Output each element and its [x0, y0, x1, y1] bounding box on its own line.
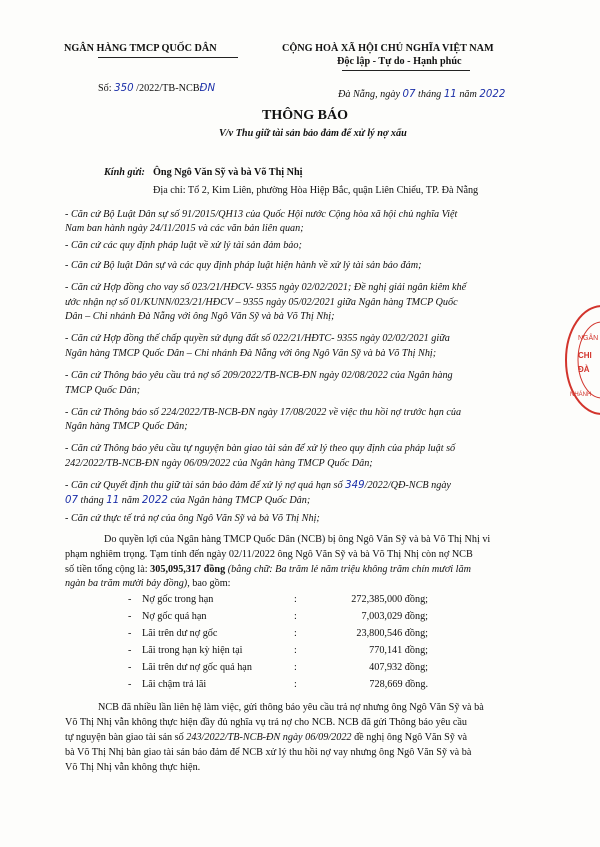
basis-line: Nam ban hành ngày 24/11/2015 và các văn bản liên quan; — [65, 223, 304, 234]
basis-line: - Căn cứ Thông báo số 224/2022/TB-NCB-ĐN ngày 17/08/2022 về việc thu hồi nợ trước hạn của — [65, 407, 462, 418]
breakdown-row: - Lãi trên dư nợ gốc : 23,800,546 đồng; — [128, 628, 428, 639]
bank-underline — [98, 57, 238, 58]
breakdown-row: - Nợ gốc trong hạn : 272,385,000 đồng; — [128, 594, 428, 605]
svg-text:NHÁNH: NHÁNH — [570, 392, 592, 398]
recipient-address: Địa chỉ: Tổ 2, Kim Liên, phường Hòa Hiệp Bắc, quận Liên Chiểu, TP. Đà Nẵng — [153, 185, 479, 196]
body-line: số tiền tổng cộng là: 305,095,317 đồng (bằng chữ: Ba trăm lẻ năm triệu không trăm chín mươi lăm — [65, 564, 471, 575]
basis-line: Ngân hàng TMCP Quốc Dân – Chi nhánh Đà Nẵng với ông Ngô Văn Sỹ và bà Võ Thị Nhị; — [65, 348, 437, 359]
closing-line: Võ Thị Nhị vẫn không thực hiện. — [65, 762, 201, 773]
basis-line: - Căn cứ Thông báo yêu cầu tự nguyện bàn giao tài sản để xử lý theo quy định của pháp luật số — [65, 443, 456, 454]
svg-text:ĐÀ: ĐÀ — [578, 365, 590, 374]
bank-name: NGÂN HÀNG TMCP QUỐC DÂN — [64, 43, 217, 54]
basis-line: 07 tháng 11 năm 2022 của Ngân hàng TMCP Quốc Dân; — [65, 495, 311, 506]
breakdown-row: - Lãi chậm trả lãi : 728,669 đồng. — [128, 679, 428, 690]
basis-line: TMCP Quốc Dân; — [65, 385, 141, 396]
basis-line: - Căn cứ Bộ luật Dân sự và các quy định pháp luật hiện hành về xử lý tài sản bảo đảm; — [65, 260, 422, 271]
recipient-name: Ông Ngô Văn Sỹ và bà Võ Thị Nhị — [153, 167, 303, 178]
document-number: Số: 350 /2022/TB-NCBĐN — [98, 83, 216, 94]
seal-graphic — [562, 300, 600, 420]
basis-line: - Căn cứ Quyết định thu giữ tài sản bảo đảm để xử lý nợ quá hạn số 349/2022/QĐ-NCB ngày — [65, 480, 451, 491]
number-handwritten: 350 — [114, 83, 134, 94]
closing-line: tự nguyện bàn giao tài sản số 243/2022/TB-NCB-ĐN ngày 06/09/2022 đề nghị ông Ngô Văn Sỹ và — [65, 732, 468, 743]
national-motto: Độc lập - Tự do - Hạnh phúc — [337, 56, 462, 67]
basis-line: Ngân hàng TMCP Quốc Dân; — [65, 421, 188, 432]
red-seal-stamp — [562, 300, 600, 420]
basis-line: - Căn cứ Thông báo yêu cầu trả nợ số 209/2022/TB-NCB-ĐN ngày 02/08/2022 của Ngân hàng — [65, 370, 453, 381]
number-handwritten-suffix: ĐN — [199, 83, 216, 94]
breakdown-row: - Lãi trên dư nợ gốc quá hạn : 407,932 đồng; — [128, 662, 428, 673]
svg-text:NGÂN: NGÂN — [578, 335, 599, 342]
body-line: phạm nghiêm trọng. Tạm tính đến ngày 02/11/2022 ông Ngô Văn Sỹ và bà Võ Thị Nhị còn nợ NCB — [65, 549, 473, 560]
country-name: CỘNG HOÀ XÃ HỘI CHỦ NGHĨA VIỆT NAM — [282, 43, 494, 54]
breakdown-row: - Nợ gốc quá hạn : 7,003,029 đồng; — [128, 611, 428, 622]
basis-line: - Căn cứ Hợp đồng cho vay số 023/21/HĐCV- 9355 ngày 02/02/2021; Đề nghị giải ngân kiêm khế — [65, 282, 467, 293]
body-line: ngàn ba trăm mười bảy đồng), bao gồm: — [65, 578, 231, 589]
total-amount: 305,095,317 đồng — [150, 564, 226, 575]
svg-text:CHI: CHI — [578, 351, 592, 360]
motto-underline — [342, 70, 470, 71]
recipient-label: Kính gửi: — [104, 167, 145, 178]
basis-line: 242/2022/TB-NCB-ĐN ngày 06/09/2022 của Ngân hàng TMCP Quốc Dân; — [65, 458, 373, 469]
basis-line: Dân – Chi nhánh Đà Nẵng với ông Ngô Văn Sỹ và bà Võ Thị Nhị; — [65, 311, 335, 322]
basis-line: - Căn cứ thực tế trả nợ của ông Ngô Văn Sỹ và bà Võ Thị Nhị; — [65, 513, 320, 524]
document-subject: V/v Thu giữ tài sản bảo đảm để xử lý nợ xấu — [219, 128, 407, 139]
basis-line: ước nhận nợ số 01/KUNN/023/21/HĐCV – 9355 ngày 05/02/2021 giữa Ngân hàng TMCP Quốc — [65, 297, 458, 308]
basis-line: - Căn cứ các quy định pháp luật về xử lý tài sản đảm bảo; — [65, 240, 302, 251]
closing-line: bà Võ Thị Nhị bàn giao tài sản bảo đảm để NCB xử lý thu hồi nợ vay nhưng ông Ngô Văn Sỹ và bà — [65, 747, 472, 758]
breakdown-row: - Lãi trong hạn kỳ hiện tại : 770,141 đồng; — [128, 645, 428, 656]
document-title: THÔNG BÁO — [262, 108, 348, 123]
basis-line: - Căn cứ Hợp đồng thế chấp quyền sử dụng đất số 022/21/HĐTC- 9355 ngày 02/02/2021 giữa — [65, 333, 450, 344]
closing-line: NCB đã nhiều lần liên hệ làm việc, gửi thông báo yêu cầu trả nợ nhưng ông Ngô Văn Sỹ và bà — [98, 702, 484, 713]
body-line: Do quyền lợi của Ngân hàng TMCP Quốc Dân (NCB) bị ông Ngô Văn Sỹ và bà Võ Thị Nhị vi — [104, 534, 491, 545]
basis-line: - Căn cứ Bộ Luật Dân sự số 91/2015/QH13 của Quốc Hội nước Cộng hòa xã hội chủ nghĩa Việt — [65, 209, 458, 220]
document-date: Đà Nẵng, ngày 07 tháng 11 năm 2022 — [338, 89, 506, 100]
closing-line: Võ Thị Nhị vẫn không thực hiện đầy đủ nghĩa vụ trả nợ cho NCB. NCB đã gửi Thông báo yêu cầu — [65, 717, 467, 728]
